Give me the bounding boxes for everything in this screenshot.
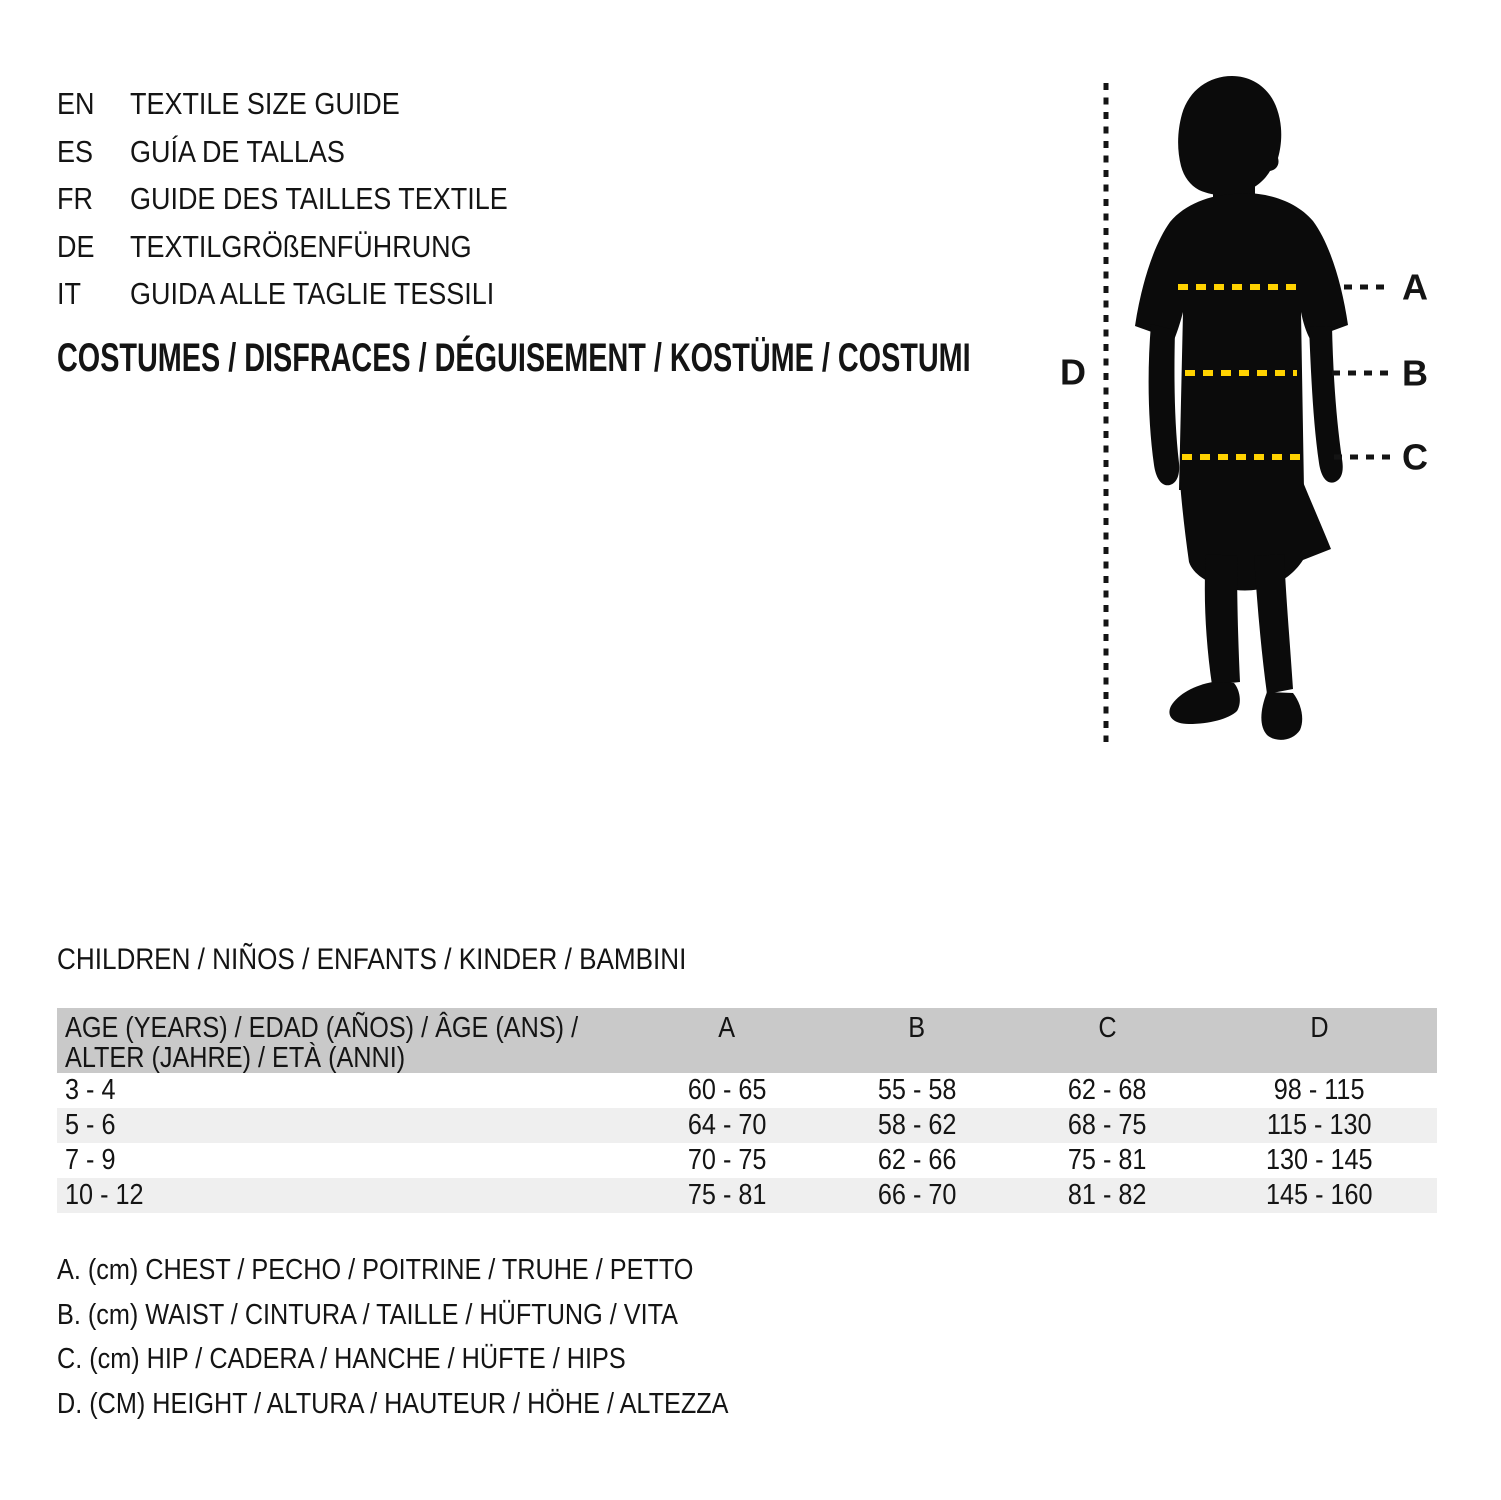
language-code: EN [57, 86, 95, 121]
chest-column-header: A [718, 1012, 736, 1044]
language-row-it [57, 270, 564, 318]
section-title: CHILDREN / NIÑOS / ENFANTS / KINDER / BAMBINI [57, 943, 687, 976]
language-row-de [57, 223, 564, 271]
hip-label: C [1402, 436, 1428, 478]
legend-hip: C. (cm) HIP / CADERA / HANCHE / HÜFTE / HIPS [57, 1343, 626, 1375]
language-guide-title: GUIDA ALLE TAGLIE TESSILI [130, 276, 495, 312]
language-guide-title: TEXTILE SIZE GUIDE [130, 86, 400, 121]
hip-cell: 81 - 82 [1067, 1179, 1147, 1211]
height-label: D [1060, 351, 1086, 393]
table-row [57, 1143, 1437, 1178]
language-code: FR [57, 181, 93, 217]
measurement-legend [57, 1248, 829, 1426]
height-cell: 115 - 130 [1267, 1109, 1372, 1141]
hip-column-header: C [1097, 1012, 1117, 1044]
silhouette-left-leg [1205, 554, 1240, 685]
height-cell: 145 - 160 [1266, 1179, 1373, 1211]
silhouette-head [1178, 76, 1281, 195]
legend-height: D. (CM) HEIGHT / ALTURA / HAUTEUR / HÖHE / ALTEZZA [57, 1387, 729, 1420]
language-row-fr [57, 175, 564, 223]
table-header-row [57, 1008, 1437, 1073]
waist-cell: 62 - 66 [877, 1144, 957, 1176]
language-guide-title: TEXTILGRÖßENFÜHRUNG [130, 228, 472, 264]
chest-cell: 75 - 81 [687, 1179, 767, 1211]
age-cell: 10 - 12 [65, 1179, 144, 1211]
age-column-header: AGE (YEARS) / EDAD (AÑOS) / ÂGE (ANS) / ALTER (JAHRE) / ETÀ (ANNI) [65, 1012, 579, 1074]
waist-cell: 58 - 62 [877, 1109, 957, 1141]
language-code: ES [57, 133, 93, 169]
age-cell: 5 - 6 [65, 1109, 116, 1141]
silhouette-right-shoe [1261, 692, 1302, 740]
silhouette-left-arm [1149, 324, 1180, 485]
hip-cell: 68 - 75 [1067, 1109, 1147, 1141]
waist-column-header: B [908, 1012, 926, 1044]
height-cell: 130 - 145 [1266, 1144, 1373, 1176]
language-code: DE [57, 228, 95, 264]
language-guide-title: GUÍA DE TALLAS [130, 133, 345, 169]
category-title: COSTUMES / DISFRACES / DÉGUISEMENT / KOSTÜME / COSTUMI [57, 336, 971, 380]
height-column-header: D [1310, 1012, 1329, 1044]
chest-cell: 60 - 65 [687, 1074, 767, 1106]
waist-cell: 55 - 58 [877, 1074, 957, 1106]
chest-label: A [1402, 266, 1428, 308]
hip-cell: 62 - 68 [1067, 1074, 1147, 1106]
language-row-en [57, 80, 564, 128]
table-row [57, 1178, 1437, 1213]
language-code: IT [57, 276, 81, 312]
waist-cell: 66 - 70 [877, 1179, 957, 1211]
legend-waist: B. (cm) WAIST / CINTURA / TAILLE / HÜFTUNG / VITA [57, 1298, 679, 1331]
language-title-list [57, 80, 564, 318]
size-table [57, 1008, 1437, 1213]
table-row [57, 1108, 1437, 1143]
age-cell: 7 - 9 [65, 1144, 116, 1176]
language-guide-title: GUIDE DES TAILLES TEXTILE [130, 181, 508, 217]
child-measurement-figure [1040, 70, 1460, 760]
chest-cell: 70 - 75 [687, 1144, 767, 1176]
chest-cell: 64 - 70 [687, 1109, 767, 1141]
waist-label: B [1402, 352, 1428, 394]
language-row-es [57, 128, 564, 176]
age-cell: 3 - 4 [65, 1074, 116, 1106]
child-silhouette [1135, 76, 1348, 740]
hip-cell: 75 - 81 [1067, 1144, 1147, 1176]
table-row [57, 1073, 1437, 1108]
legend-chest: A. (cm) CHEST / PECHO / POITRINE / TRUHE / PETTO [57, 1254, 694, 1286]
silhouette-left-shoe [1169, 682, 1239, 724]
height-cell: 98 - 115 [1274, 1074, 1365, 1106]
